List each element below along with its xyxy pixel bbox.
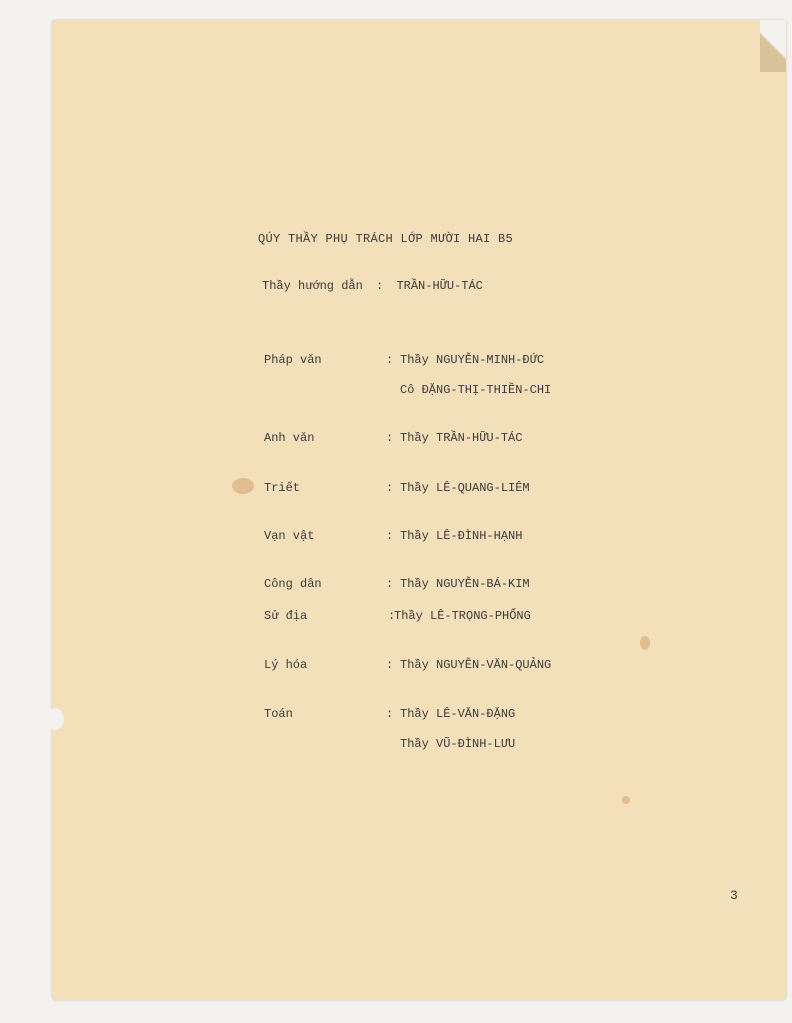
subject-name: Công dân bbox=[264, 577, 322, 591]
subject-name: Pháp văn bbox=[264, 353, 322, 367]
teacher-name: Thầy TRẦN-HỮU-TÁC bbox=[400, 431, 523, 445]
document-content bbox=[52, 20, 786, 1000]
document-title: QÚY THẦY PHỤ TRÁCH LỚP MƯỜI HAI B5 bbox=[258, 232, 514, 246]
teacher-name: Thầy VŨ-ĐÌNH-LƯU bbox=[400, 737, 516, 751]
teacher-name: Thầy LÊ-QUANG-LIÊM bbox=[400, 481, 530, 495]
subject-separator: : bbox=[386, 481, 394, 495]
document-page bbox=[52, 20, 786, 1000]
subject-name: Lý hóa bbox=[264, 658, 308, 672]
teacher-name: Cô ĐẶNG-THỊ-THIỀN-CHI bbox=[400, 383, 552, 397]
subject-name: Sử địa bbox=[264, 609, 308, 623]
advisor-line bbox=[262, 279, 483, 293]
subject-separator: : bbox=[386, 353, 394, 367]
subject-separator: : bbox=[386, 529, 394, 543]
subject-name: Toán bbox=[264, 707, 293, 721]
teacher-name: Thầy LÊ-VĂN-ĐẶNG bbox=[400, 707, 516, 721]
teacher-name: Thầy NGUYỄN-BÁ-KIM bbox=[400, 577, 530, 591]
subject-separator: : bbox=[386, 707, 394, 721]
teacher-name: Thầy LÊ-ĐÌNH-HẠNH bbox=[400, 529, 523, 543]
advisor-label: Thầy hướng dẫn bbox=[262, 279, 363, 293]
subject-separator: : bbox=[386, 431, 394, 445]
teacher-name: Thầy NGUYỄN-VĂN-QUẢNG bbox=[400, 658, 552, 672]
subject-separator: : bbox=[386, 658, 394, 672]
advisor-separator: : bbox=[376, 279, 384, 293]
subject-name: Vạn vật bbox=[264, 529, 315, 543]
subject-name: Anh văn bbox=[264, 431, 315, 445]
subject-separator: : bbox=[388, 609, 396, 623]
subject-separator: : bbox=[386, 577, 394, 591]
page-number: 3 bbox=[730, 888, 738, 903]
subject-name: Triết bbox=[264, 481, 301, 495]
advisor-name: TRẦN-HỮU-TÁC bbox=[396, 279, 483, 293]
teacher-name: Thầy NGUYỄN-MINH-ĐỨC bbox=[400, 353, 545, 367]
teacher-name: Thầy LÊ-TRỌNG-PHỔNG bbox=[394, 609, 531, 623]
